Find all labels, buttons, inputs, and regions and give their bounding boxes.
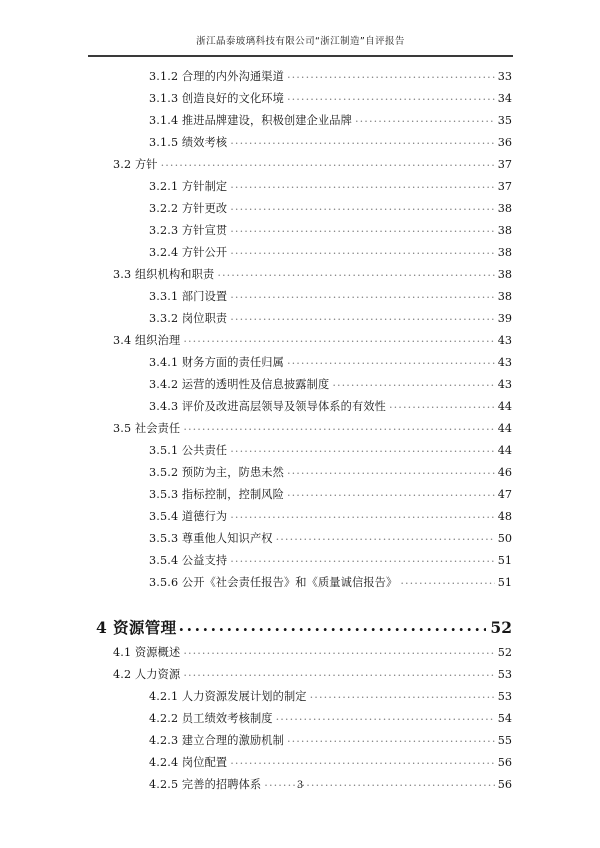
toc-entry[interactable] xyxy=(0,310,600,332)
toc-entry-label: 4 资源管理 xyxy=(96,618,177,637)
toc-entry-page-number: 51 xyxy=(497,554,512,567)
toc-entry-page-number: 36 xyxy=(497,136,512,149)
toc-entry-page-number: 37 xyxy=(497,180,512,193)
toc-dot-leader xyxy=(287,70,495,80)
toc-entry-page-number: 52 xyxy=(490,617,512,637)
toc-entry[interactable] xyxy=(0,376,600,398)
toc-entry-page-number: 38 xyxy=(497,268,512,281)
toc-entry[interactable] xyxy=(0,710,600,732)
toc-entry[interactable] xyxy=(0,464,600,486)
toc-entry-label: 4.2.5 完善的招聘体系 xyxy=(149,778,262,791)
toc-entry-page-number: 37 xyxy=(497,158,512,171)
toc-entry-label: 3.2.2 方针更改 xyxy=(149,202,228,215)
toc-entry[interactable] xyxy=(0,266,600,288)
toc-entry-page-number: 44 xyxy=(497,400,512,413)
toc-entry[interactable] xyxy=(0,68,600,90)
toc-dot-leader xyxy=(161,158,495,168)
toc-entry-label: 3.5.3 指标控制，控制风险 xyxy=(149,488,284,501)
toc-dot-leader xyxy=(230,224,495,234)
toc-entry-page-number: 51 xyxy=(497,576,512,589)
toc-entry-label: 3.3.2 岗位职责 xyxy=(149,312,228,325)
toc-dot-leader xyxy=(230,180,495,190)
toc-entry-label: 4.1 资源概述 xyxy=(113,646,181,659)
toc-entry-label: 3.2.4 方针公开 xyxy=(149,246,228,259)
toc-entry-label: 3.5.2 预防为主，防患未然 xyxy=(149,466,284,479)
toc-entry-page-number: 56 xyxy=(497,756,512,769)
toc-entry-page-number: 38 xyxy=(497,290,512,303)
toc-entry-page-number: 43 xyxy=(497,378,512,391)
toc-entry-label: 4.2 人力资源 xyxy=(113,668,181,681)
toc-dot-leader xyxy=(287,734,495,744)
toc-entry-page-number: 52 xyxy=(497,646,512,659)
toc-entry-label: 3.4.3 评价及改进高层领导及领导体系的有效性 xyxy=(149,400,386,413)
toc-entry-label: 4.2.3 建立合理的激励机制 xyxy=(149,734,284,747)
toc-entry-page-number: 53 xyxy=(497,668,512,681)
toc-dot-leader xyxy=(217,268,495,278)
toc-entry-page-number: 54 xyxy=(497,712,512,725)
toc-entry[interactable] xyxy=(0,442,600,464)
toc-dot-leader xyxy=(230,312,495,322)
toc-entry-label: 3.1.2 合理的内外沟通渠道 xyxy=(149,70,284,83)
toc-entry[interactable] xyxy=(0,754,600,776)
toc-dot-leader xyxy=(179,618,486,634)
toc-entry[interactable] xyxy=(0,200,600,222)
toc-entry-page-number: 56 xyxy=(497,778,512,791)
table-of-contents xyxy=(0,68,600,798)
toc-entry[interactable] xyxy=(0,398,600,420)
toc-entry-page-number: 38 xyxy=(497,246,512,259)
toc-entry-page-number: 46 xyxy=(497,466,512,479)
toc-entry-label: 3.5.3 尊重他人知识产权 xyxy=(149,532,273,545)
toc-entry-page-number: 43 xyxy=(497,356,512,369)
toc-entry-label: 3.1.3 创造良好的文化环境 xyxy=(149,92,284,105)
toc-entry[interactable] xyxy=(0,178,600,200)
toc-entry[interactable] xyxy=(0,156,600,178)
toc-dot-leader xyxy=(287,488,495,498)
toc-dot-leader xyxy=(287,356,495,366)
toc-entry[interactable] xyxy=(0,666,600,688)
toc-dot-leader xyxy=(230,202,495,212)
toc-entry-label: 3.2 方针 xyxy=(113,158,158,171)
toc-dot-leader xyxy=(400,576,495,586)
toc-entry-page-number: 39 xyxy=(497,312,512,325)
toc-entry[interactable] xyxy=(0,574,600,596)
toc-entry[interactable] xyxy=(0,732,600,754)
toc-entry-label: 3.5.4 公益支持 xyxy=(149,554,228,567)
toc-dot-leader xyxy=(230,554,495,564)
toc-entry-page-number: 43 xyxy=(497,334,512,347)
toc-entry-label: 3.4 组织治理 xyxy=(113,334,181,347)
toc-entry[interactable] xyxy=(0,688,600,710)
toc-dot-leader xyxy=(276,712,495,722)
toc-entry-label: 3.5.1 公共责任 xyxy=(149,444,228,457)
toc-entry-page-number: 44 xyxy=(497,422,512,435)
toc-dot-leader xyxy=(183,646,495,656)
toc-entry[interactable] xyxy=(0,530,600,552)
toc-entry-page-number: 38 xyxy=(497,224,512,237)
toc-entry[interactable] xyxy=(0,486,600,508)
toc-dot-leader xyxy=(230,444,495,454)
toc-entry-page-number: 38 xyxy=(497,202,512,215)
toc-entry[interactable] xyxy=(0,420,600,442)
toc-entry-label: 3.2.1 方针制定 xyxy=(149,180,228,193)
toc-dot-leader xyxy=(276,532,495,542)
toc-dot-leader xyxy=(310,690,495,700)
toc-dot-leader xyxy=(230,756,495,766)
toc-entry[interactable] xyxy=(0,354,600,376)
toc-entry-page-number: 35 xyxy=(497,114,512,127)
toc-entry[interactable] xyxy=(0,332,600,354)
toc-entry-label: 4.2.1 人力资源发展计划的制定 xyxy=(149,690,307,703)
toc-entry[interactable] xyxy=(0,644,600,666)
toc-entry-label: 3.1.4 推进品牌建设，积极创建企业品牌 xyxy=(149,114,352,127)
toc-dot-leader xyxy=(287,466,495,476)
toc-entry-major[interactable] xyxy=(0,610,600,644)
toc-section-spacer xyxy=(0,596,600,610)
toc-entry-label: 3.5 社会责任 xyxy=(113,422,181,435)
toc-entry-page-number: 34 xyxy=(497,92,512,105)
toc-entry[interactable] xyxy=(0,222,600,244)
toc-entry-page-number: 33 xyxy=(497,70,512,83)
toc-dot-leader xyxy=(183,668,495,678)
toc-dot-leader xyxy=(389,400,495,410)
toc-entry[interactable] xyxy=(0,288,600,310)
toc-entry-label: 3.1.5 绩效考核 xyxy=(149,136,228,149)
toc-entry-page-number: 48 xyxy=(497,510,512,523)
toc-entry[interactable] xyxy=(0,244,600,266)
toc-entry-label: 3.4.1 财务方面的责任归属 xyxy=(149,356,284,369)
toc-entry-label: 3.5.4 道德行为 xyxy=(149,510,228,523)
toc-entry[interactable] xyxy=(0,90,600,112)
toc-dot-leader xyxy=(332,378,495,388)
toc-entry[interactable] xyxy=(0,112,600,134)
toc-entry[interactable] xyxy=(0,508,600,530)
toc-dot-leader xyxy=(230,290,495,300)
header-divider-rule xyxy=(88,55,513,57)
toc-entry-label: 3.4.2 运营的透明性及信息披露制度 xyxy=(149,378,330,391)
toc-dot-leader xyxy=(355,114,495,124)
toc-entry[interactable] xyxy=(0,134,600,156)
toc-entry[interactable] xyxy=(0,552,600,574)
toc-entry-label: 3.2.3 方针宣贯 xyxy=(149,224,228,237)
toc-entry-page-number: 50 xyxy=(497,532,512,545)
toc-entry-page-number: 53 xyxy=(497,690,512,703)
toc-dot-leader xyxy=(230,246,495,256)
toc-entry-page-number: 55 xyxy=(497,734,512,747)
toc-entry-page-number: 44 xyxy=(497,444,512,457)
toc-dot-leader xyxy=(287,92,495,102)
toc-entry-label: 3.5.6 公开《社会责任报告》和《质量诚信报告》 xyxy=(149,576,398,589)
page-number-footer: 3 xyxy=(296,780,304,791)
toc-entry-label: 3.3 组织机构和职责 xyxy=(113,268,215,281)
running-header: 浙江晶泰玻璃科技有限公司“浙江制造”自评报告 xyxy=(196,36,405,47)
toc-entry-label: 4.2.4 岗位配置 xyxy=(149,756,228,769)
toc-dot-leader xyxy=(183,334,495,344)
toc-entry-page-number: 47 xyxy=(497,488,512,501)
toc-entry-label: 3.3.1 部门设置 xyxy=(149,290,228,303)
toc-entry-label: 4.2.2 员工绩效考核制度 xyxy=(149,712,273,725)
toc-dot-leader xyxy=(230,510,495,520)
toc-dot-leader xyxy=(230,136,495,146)
toc-dot-leader xyxy=(183,422,495,432)
